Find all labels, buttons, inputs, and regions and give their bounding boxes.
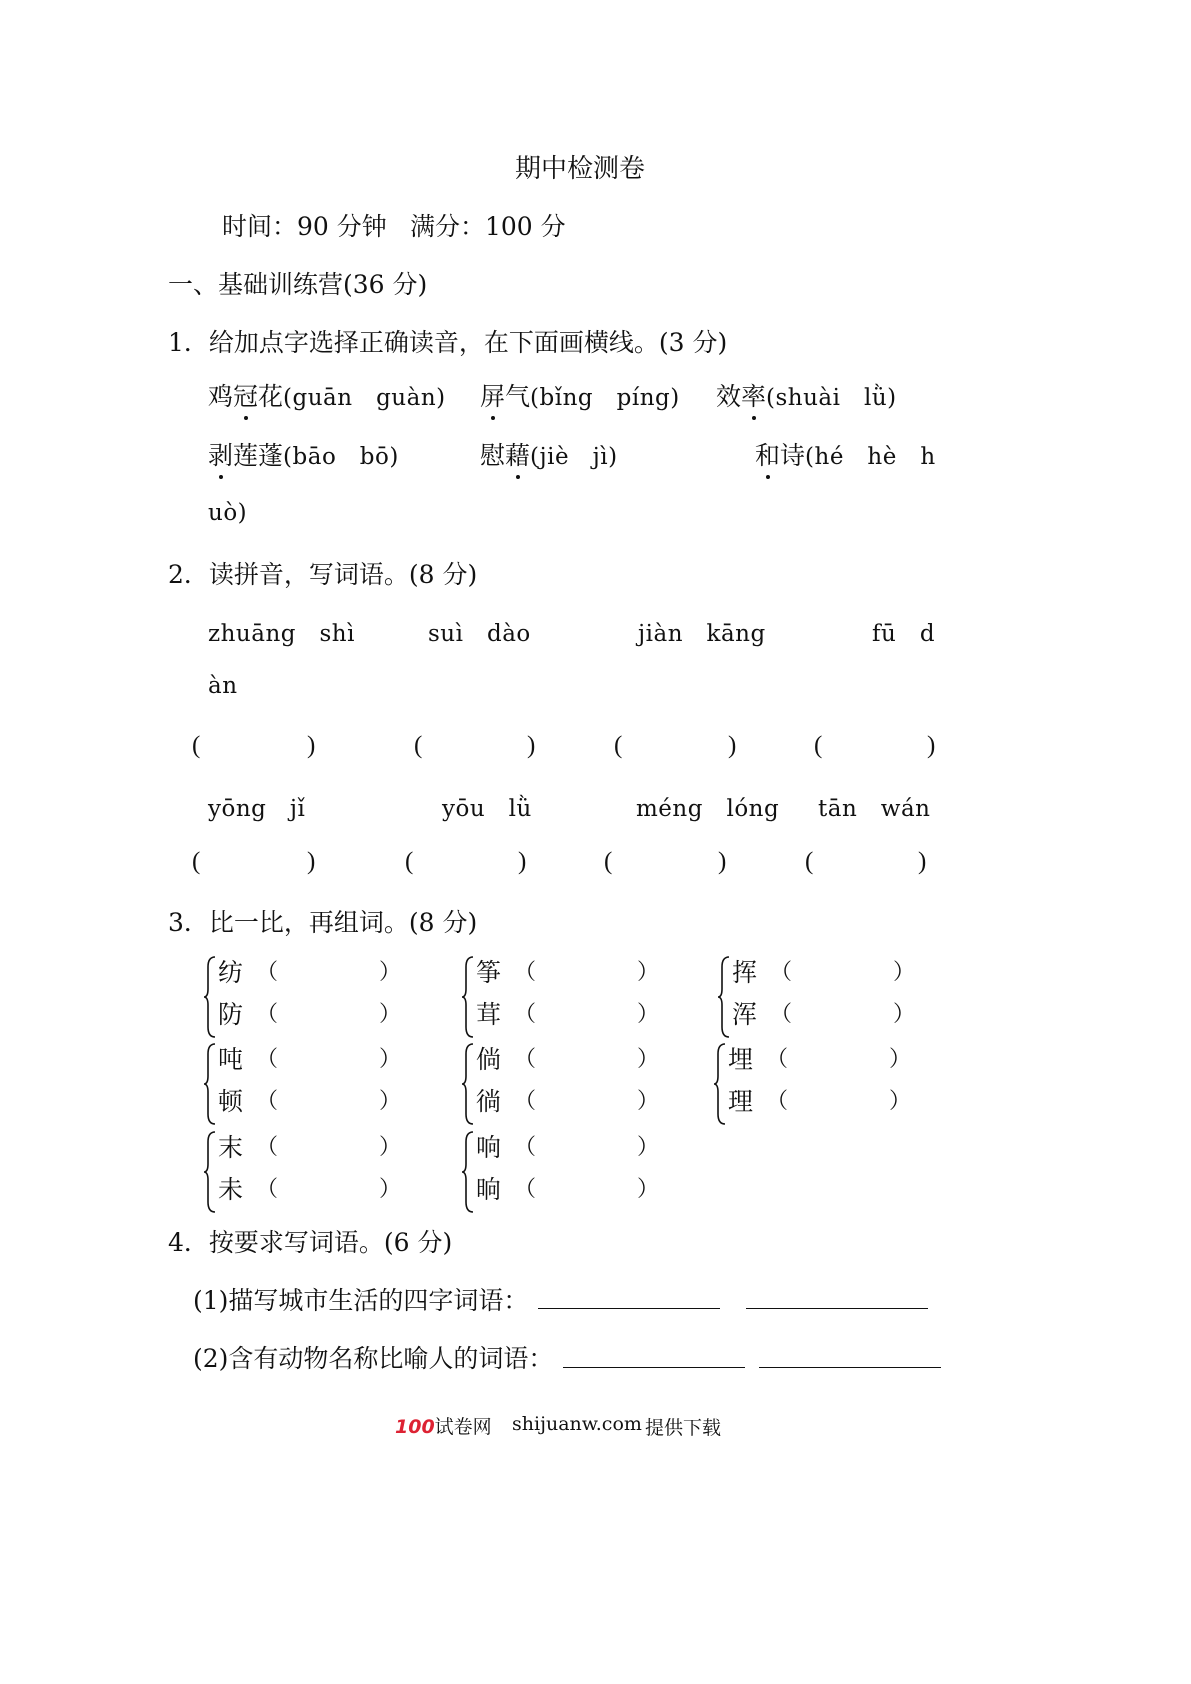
pinyin-options: (shuài lǜ)	[766, 385, 897, 411]
dotted-char: 剥	[208, 436, 233, 472]
q1-item	[755, 436, 936, 472]
answer-paren-close: )	[718, 848, 727, 875]
footer-note: 提供下载	[645, 1417, 722, 1439]
answer-paren-open: （	[514, 1089, 537, 1114]
answer-paren-close: ）	[893, 960, 916, 985]
brace-icon	[204, 1042, 216, 1126]
answer-paren-open: （	[256, 960, 279, 985]
dotted-char: 屏	[480, 377, 505, 413]
pinyin-word: suì dào	[428, 621, 531, 647]
pinyin-options: (jiè jì)	[530, 444, 618, 470]
brace-icon	[462, 1042, 474, 1126]
char-pair	[718, 953, 918, 1043]
answer-paren-open: （	[514, 960, 537, 985]
pinyin-options: (bāo bō)	[283, 444, 399, 470]
exam-time: 时间：90 分钟	[222, 212, 387, 241]
answer-blank[interactable]	[759, 1367, 941, 1368]
q1-item-text: 慰	[480, 441, 506, 470]
pinyin-word: zhuāng shì	[208, 621, 355, 647]
exam-score: 满分：100 分	[410, 212, 566, 241]
answer-paren-open: （	[514, 1177, 537, 1202]
char-pair	[462, 1040, 662, 1130]
pinyin-word: tān wán	[818, 796, 931, 822]
char-pair	[462, 953, 662, 1043]
answer-paren-open: （	[256, 1177, 279, 1202]
q1-item	[480, 377, 680, 413]
answer-paren-close: )	[307, 732, 316, 759]
q1-item-text: 鸡	[208, 382, 234, 411]
answer-paren-open: (	[192, 848, 201, 875]
pair-char: 响	[476, 1133, 502, 1162]
pair-char: 顿	[218, 1087, 244, 1116]
answer-paren-close: ）	[379, 1135, 402, 1160]
answer-paren-close: ）	[637, 1047, 660, 1072]
pinyin-word: méng lóng	[636, 796, 780, 822]
q4-sub1: (1)描写城市生活的四字词语：	[193, 1286, 529, 1315]
answer-paren-open: （	[256, 1047, 279, 1072]
brand-name: 试卷网	[434, 1416, 492, 1438]
q4-sub2: (2)含有动物名称比喻人的词语：	[193, 1344, 554, 1373]
pair-char: 浑	[732, 1000, 758, 1029]
answer-paren-close: )	[527, 732, 536, 759]
pinyin-word: yōng jǐ	[208, 796, 306, 822]
answer-paren-open: （	[770, 960, 793, 985]
answer-paren-close: ）	[637, 1002, 660, 1027]
answer-paren-close: ）	[889, 1089, 912, 1114]
char-pair	[462, 1128, 662, 1218]
answer-paren-open: （	[514, 1047, 537, 1072]
footer-site[interactable]: shijuanw.com	[512, 1413, 642, 1435]
answer-paren-close: )	[307, 848, 316, 875]
answer-paren-close: )	[728, 732, 737, 759]
brace-icon	[462, 1130, 474, 1214]
dotted-char: 冠	[233, 377, 258, 413]
answer-paren-open: (	[405, 848, 414, 875]
q1-item-text: 花	[258, 382, 284, 411]
answer-paren-open: (	[805, 848, 814, 875]
pinyin-word: yōu lǜ	[442, 796, 532, 822]
pinyin-options: (guān guàn)	[283, 385, 446, 411]
char-pair	[204, 1128, 404, 1218]
pinyin-word: jiàn kāng	[638, 621, 766, 647]
brand-logo: 100	[395, 1416, 435, 1438]
answer-paren-close: ）	[637, 1089, 660, 1114]
pair-char: 纺	[218, 958, 244, 987]
q1-item	[716, 377, 897, 413]
answer-paren-close: ）	[889, 1047, 912, 1072]
pair-char: 挥	[732, 958, 758, 987]
answer-blank[interactable]	[538, 1308, 720, 1309]
answer-paren-open: (	[604, 848, 613, 875]
answer-paren-open: （	[766, 1089, 789, 1114]
q4-label: 4．按要求写词语。(6 分)	[168, 1228, 453, 1257]
answer-paren-close: )	[927, 732, 936, 759]
q1-item-text: 莲蓬	[233, 441, 284, 470]
answer-paren-close: )	[518, 848, 527, 875]
answer-paren-open: （	[766, 1047, 789, 1072]
q1-item-text: 气	[505, 382, 531, 411]
q1-item	[208, 377, 446, 413]
pinyin-wrap: àn	[208, 673, 238, 699]
q1-item-text: 效	[716, 382, 742, 411]
q2-label: 2．读拼音，写词语。(8 分)	[168, 560, 478, 589]
footer-brand	[395, 1412, 492, 1439]
answer-paren-close: ）	[637, 1135, 660, 1160]
char-pair	[714, 1040, 914, 1130]
answer-paren-open: （	[514, 1135, 537, 1160]
answer-paren-open: (	[814, 732, 823, 759]
answer-paren-close: ）	[379, 1177, 402, 1202]
q1-item	[480, 436, 618, 472]
q1-label: 1．给加点字选择正确读音，在下面画横线。(3 分)	[168, 328, 728, 357]
brace-icon	[714, 1042, 726, 1126]
pinyin-word: fū d	[872, 621, 936, 647]
brace-icon	[204, 955, 216, 1039]
dotted-char: 和	[755, 436, 780, 472]
answer-paren-open: （	[256, 1089, 279, 1114]
dotted-char: 率	[741, 377, 766, 413]
q3-label: 3．比一比，再组词。(8 分)	[168, 908, 478, 937]
brace-icon	[204, 1130, 216, 1214]
pair-char: 徜	[476, 1087, 502, 1116]
answer-paren-close: ）	[379, 1002, 402, 1027]
answer-paren-close: ）	[637, 1177, 660, 1202]
pair-char: 筝	[476, 958, 502, 987]
section-heading: 一、基础训练营(36 分)	[168, 270, 428, 299]
answer-paren-open: （	[770, 1002, 793, 1027]
pair-char: 末	[218, 1133, 244, 1162]
brace-icon	[718, 955, 730, 1039]
brace-icon	[462, 955, 474, 1039]
answer-blank[interactable]	[746, 1308, 928, 1309]
answer-paren-close: ）	[893, 1002, 916, 1027]
pair-char: 防	[218, 1000, 244, 1029]
pair-char: 茸	[476, 1000, 502, 1029]
dotted-char: 藉	[505, 436, 530, 472]
answer-paren-open: （	[256, 1135, 279, 1160]
pair-char: 埋	[728, 1045, 754, 1074]
q1-item	[208, 436, 399, 472]
answer-paren-close: )	[918, 848, 927, 875]
pair-char: 晌	[476, 1175, 502, 1204]
answer-paren-open: (	[192, 732, 201, 759]
q1-item-text: 诗	[780, 441, 806, 470]
answer-paren-close: ）	[379, 1089, 402, 1114]
pair-char: 未	[218, 1175, 244, 1204]
answer-paren-open: （	[514, 1002, 537, 1027]
page-title: 期中检测卷	[515, 154, 646, 184]
pair-char: 理	[728, 1087, 754, 1116]
pair-char: 吨	[218, 1045, 244, 1074]
char-pair	[204, 1040, 404, 1130]
pair-char: 倘	[476, 1045, 502, 1074]
answer-paren-open: （	[256, 1002, 279, 1027]
answer-paren-close: ）	[379, 960, 402, 985]
answer-paren-open: (	[614, 732, 623, 759]
pinyin-options: (bǐng píng)	[530, 385, 680, 411]
answer-paren-close: ）	[379, 1047, 402, 1072]
char-pair	[204, 953, 404, 1043]
answer-blank[interactable]	[563, 1367, 745, 1368]
answer-paren-open: (	[414, 732, 423, 759]
pinyin-wrap: uò)	[208, 500, 248, 526]
pinyin-options: (hé hè h	[805, 444, 936, 470]
answer-paren-close: ）	[637, 960, 660, 985]
